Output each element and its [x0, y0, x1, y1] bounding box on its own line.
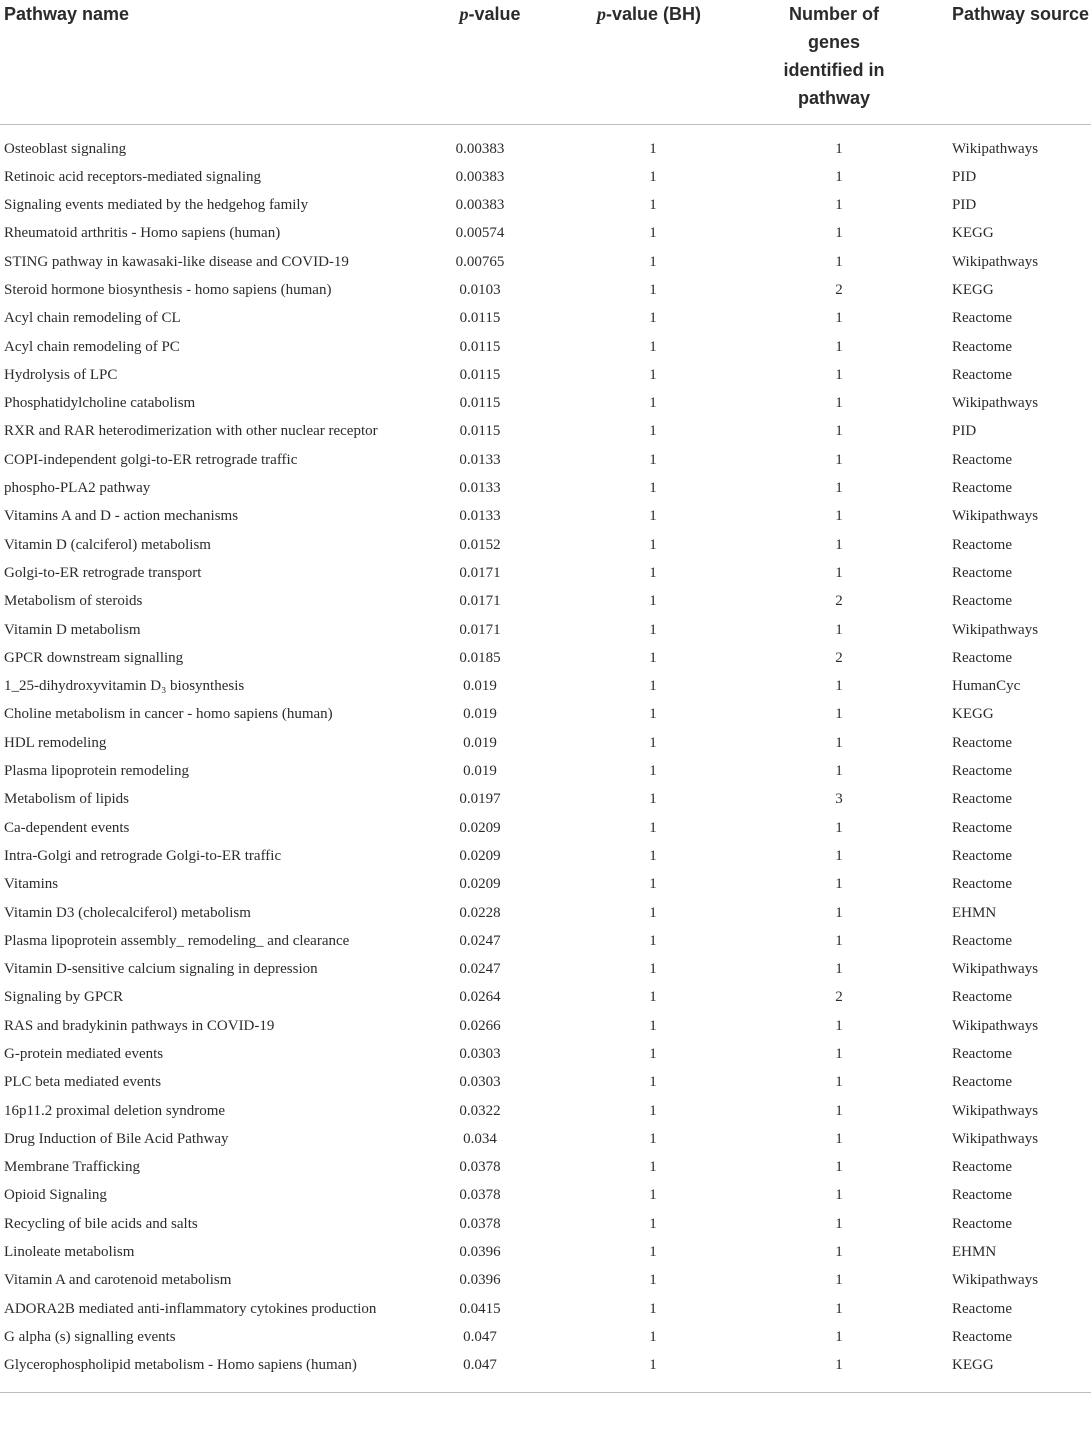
cell-pathway-source: Reactome [952, 1328, 1012, 1345]
table-row [0, 446, 1091, 474]
cell-pathway-name: ADORA2B mediated anti-inflammatory cytokines production [4, 1300, 377, 1317]
cell-gene-count: 1 [835, 1102, 843, 1119]
cell-p-value: 0.0378 [459, 1187, 501, 1204]
cell-p-value-bh: 1 [649, 1017, 657, 1034]
cell-gene-count: 1 [835, 763, 843, 780]
cell-pathway-name: Signaling events mediated by the hedgehog family [4, 197, 309, 214]
table-row [0, 219, 1091, 247]
cell-pathway-source: Reactome [952, 932, 1012, 949]
cell-gene-count: 1 [835, 1130, 843, 1147]
table-row [0, 672, 1091, 700]
cell-p-value: 0.0171 [459, 593, 501, 610]
cell-gene-count: 2 [835, 281, 843, 298]
cell-gene-count: 1 [835, 536, 843, 553]
cell-gene-count: 1 [835, 1017, 843, 1034]
cell-gene-count: 1 [835, 678, 843, 695]
cell-gene-count: 1 [835, 197, 843, 214]
cell-gene-count: 2 [835, 593, 843, 610]
cell-p-value-bh: 1 [649, 706, 657, 723]
cell-p-value: 0.0247 [459, 961, 501, 978]
table-row [0, 700, 1091, 728]
cell-pathway-name: G alpha (s) signalling events [4, 1328, 176, 1345]
cell-pathway-name: Linoleate metabolism [4, 1244, 135, 1261]
table-row [0, 983, 1091, 1011]
cell-pathway-name: Vitamins A and D - action mechanisms [4, 508, 239, 525]
cell-pathway-name: Drug Induction of Bile Acid Pathway [4, 1130, 229, 1147]
cell-pathway-source: Reactome [952, 593, 1012, 610]
cell-p-value-bh: 1 [570, 1351, 728, 1392]
cell-pathway-source: Wikipathways [952, 253, 1039, 270]
cell-pathway-name: Plasma lipoprotein assembly_ remodeling_ and clearance [4, 932, 350, 949]
cell-pathway-source: PID [952, 197, 977, 214]
cell-p-value: 0.0133 [459, 480, 501, 497]
cell-p-value: 0.034 [463, 1130, 497, 1147]
header-pathway-name: Pathway name [0, 0, 410, 124]
cell-p-value-bh: 1 [649, 168, 657, 185]
table-row [0, 1323, 1091, 1351]
cell-pathway-name: Acyl chain remodeling of CL [4, 310, 181, 327]
cell-pathway-name: Acyl chain remodeling of PC [4, 338, 180, 355]
cell-gene-count: 1 [835, 1187, 843, 1204]
cell-gene-count: 1 [835, 338, 843, 355]
cell-gene-count: 1 [835, 847, 843, 864]
cell-gene-count: 1 [728, 1351, 940, 1392]
cell-p-value-bh: 1 [649, 1102, 657, 1119]
cell-p-value: 0.0303 [459, 1074, 501, 1091]
cell-pathway-name: Vitamin D-sensitive calcium signaling in depression [4, 961, 318, 978]
table-row [0, 191, 1091, 219]
cell-gene-count: 1 [835, 1300, 843, 1317]
cell-p-value-bh: 1 [649, 847, 657, 864]
table-row [0, 1210, 1091, 1238]
cell-pathway-source: Reactome [952, 451, 1012, 468]
cell-p-value-bh: 1 [649, 564, 657, 581]
cell-gene-count: 1 [835, 932, 843, 949]
header-bh-suffix: -value (BH) [605, 4, 701, 24]
table-row [0, 1097, 1091, 1125]
cell-gene-count: 1 [835, 1215, 843, 1232]
cell-p-value-bh: 1 [649, 423, 657, 440]
cell-pathway-source: KEGG [952, 281, 994, 298]
table-row [0, 248, 1091, 276]
cell-p-value: 0.0209 [459, 847, 501, 864]
table-row [0, 1238, 1091, 1266]
cell-p-value-bh: 1 [649, 1215, 657, 1232]
cell-p-value-bh: 1 [649, 1046, 657, 1062]
cell-pathway-name: Metabolism of lipids [4, 791, 129, 808]
table-row [0, 757, 1091, 785]
cell-p-value: 0.0378 [459, 1159, 501, 1176]
header-p-suffix: -value [468, 4, 521, 24]
cell-pathway-source: Wikipathways [952, 140, 1039, 157]
cell-p-value: 0.00765 [455, 253, 505, 270]
table-row [0, 559, 1091, 587]
cell-gene-count: 1 [835, 253, 843, 270]
table-row [0, 1153, 1091, 1181]
table-row [0, 785, 1091, 813]
cell-pathway-name: RXR and RAR heterodimerization with other nuclear receptor [4, 423, 378, 440]
cell-p-value-bh: 1 [649, 932, 657, 949]
cell-pathway-source: Wikipathways [952, 508, 1039, 525]
cell-pathway-source: Reactome [952, 734, 1012, 751]
table-row [0, 124, 1091, 163]
cell-pathway-source: EHMN [952, 1244, 997, 1261]
cell-p-value-bh: 1 [649, 961, 657, 978]
cell-p-value: 0.00574 [455, 225, 505, 242]
cell-p-value-bh: 1 [649, 197, 657, 214]
cell-pathway-source: Wikipathways [952, 621, 1039, 638]
cell-p-value-bh: 1 [649, 1300, 657, 1317]
cell-pathway-source: PID [952, 168, 977, 185]
table-row [0, 502, 1091, 530]
table-row [0, 1351, 1091, 1392]
cell-p-value: 0.0415 [459, 1300, 501, 1317]
cell-p-value-bh: 1 [649, 621, 657, 638]
cell-pathway-name: Retinoic acid receptors-mediated signaling [4, 168, 261, 185]
cell-p-value-bh: 1 [649, 791, 657, 808]
cell-gene-count: 1 [835, 395, 843, 412]
cell-p-value: 0.0266 [459, 1017, 501, 1034]
cell-p-value: 0.0103 [459, 281, 501, 298]
cell-pathway-source: Reactome [952, 536, 1012, 553]
cell-pathway-source: Reactome [952, 366, 1012, 383]
cell-gene-count: 1 [835, 1159, 843, 1176]
table-row [0, 304, 1091, 332]
cell-p-value: 0.019 [463, 678, 497, 695]
cell-pathway-source: Reactome [952, 649, 1012, 666]
table-row [0, 389, 1091, 417]
cell-gene-count: 1 [835, 423, 843, 440]
cell-p-value: 0.0396 [459, 1272, 501, 1289]
table-row [0, 955, 1091, 983]
cell-p-value-bh: 1 [649, 1130, 657, 1147]
cell-pathway-name: Plasma lipoprotein remodeling [4, 763, 189, 780]
header-p-value-bh [570, 0, 728, 124]
cell-pathway-source: Wikipathways [952, 1102, 1039, 1119]
table-row [0, 644, 1091, 672]
cell-pathway-name: Vitamin D3 (cholecalciferol) metabolism [4, 904, 251, 921]
table-row [0, 417, 1091, 445]
cell-pathway-source: KEGG [940, 1351, 1091, 1392]
header-number-of-genes [728, 0, 940, 124]
table-row [0, 163, 1091, 191]
cell-p-value-bh: 1 [649, 649, 657, 666]
cell-pathway-name: 1_25-dihydroxyvitamin D₃ biosynthesis [4, 678, 245, 695]
cell-pathway-name: Choline metabolism in cancer - homo sapiens (human) [4, 706, 333, 723]
cell-gene-count: 1 [835, 564, 843, 581]
cell-pathway-source: KEGG [952, 225, 994, 242]
table-row [0, 1266, 1091, 1294]
cell-p-value: 0.0303 [459, 1046, 501, 1062]
cell-pathway-source: Wikipathways [952, 1272, 1039, 1289]
cell-pathway-source: Wikipathways [952, 1130, 1039, 1147]
cell-pathway-name: phospho-PLA2 pathway [4, 480, 151, 497]
table-row [0, 1295, 1091, 1323]
cell-pathway-source: Wikipathways [952, 395, 1039, 412]
cell-p-value: 0.0209 [459, 876, 501, 893]
cell-pathway-name: HDL remodeling [4, 734, 107, 751]
cell-gene-count: 1 [835, 621, 843, 638]
cell-p-value: 0.0115 [459, 366, 501, 383]
cell-pathway-name: Recycling of bile acids and salts [4, 1215, 198, 1232]
cell-gene-count: 1 [835, 1046, 843, 1062]
cell-pathway-name: Hydrolysis of LPC [4, 366, 118, 383]
table-row [0, 276, 1091, 304]
cell-p-value-bh: 1 [649, 989, 657, 1006]
cell-gene-count: 1 [835, 1244, 843, 1261]
cell-pathway-name: Metabolism of steroids [4, 593, 143, 610]
cell-p-value-bh: 1 [649, 338, 657, 355]
cell-pathway-source: Wikipathways [952, 1017, 1039, 1034]
cell-p-value: 0.0115 [459, 423, 501, 440]
cell-pathway-name: Vitamin A and carotenoid metabolism [4, 1272, 232, 1289]
cell-p-value: 0.0133 [459, 508, 501, 525]
cell-pathway-source: KEGG [952, 706, 994, 723]
table-row [0, 616, 1091, 644]
cell-pathway-source: Reactome [952, 1074, 1012, 1091]
cell-p-value-bh: 1 [649, 904, 657, 921]
cell-pathway-source: Reactome [952, 1215, 1012, 1232]
cell-p-value-bh: 1 [649, 1244, 657, 1261]
cell-p-value: 0.0197 [459, 791, 501, 808]
cell-p-value-bh: 1 [649, 1187, 657, 1204]
cell-p-value-bh: 1 [649, 310, 657, 327]
cell-pathway-source: Reactome [952, 763, 1012, 780]
cell-pathway-name: Golgi-to-ER retrograde transport [4, 564, 202, 581]
cell-pathway-source: PID [952, 423, 977, 440]
header-genes-text: Number of genes identified in pathway [783, 4, 885, 108]
cell-gene-count: 1 [835, 168, 843, 185]
table-row [0, 729, 1091, 757]
cell-gene-count: 2 [835, 649, 843, 666]
cell-p-value-bh: 1 [649, 281, 657, 298]
cell-gene-count: 1 [835, 140, 843, 157]
cell-pathway-name: Steroid hormone biosynthesis - homo sapiens (human) [4, 281, 332, 298]
cell-pathway-source: HumanCyc [952, 678, 1021, 695]
cell-gene-count: 1 [835, 904, 843, 921]
cell-p-value: 0.047 [410, 1351, 570, 1392]
cell-pathway-source: Reactome [952, 791, 1012, 808]
cell-p-value: 0.0209 [459, 819, 501, 836]
cell-pathway-name: Membrane Trafficking [4, 1159, 140, 1176]
cell-gene-count: 1 [835, 706, 843, 723]
cell-p-value-bh: 1 [649, 508, 657, 525]
cell-p-value-bh: 1 [649, 253, 657, 270]
cell-pathway-source: EHMN [952, 904, 997, 921]
table-row [0, 587, 1091, 615]
cell-gene-count: 1 [835, 451, 843, 468]
table-row [0, 1125, 1091, 1153]
cell-pathway-name: Glycerophospholipid metabolism - Homo sapiens (human) [0, 1351, 410, 1392]
cell-p-value-bh: 1 [649, 1328, 657, 1345]
cell-gene-count: 2 [835, 989, 843, 1006]
cell-pathway-source: Reactome [952, 480, 1012, 497]
table-row [0, 842, 1091, 870]
cell-pathway-source: Reactome [952, 876, 1012, 893]
cell-p-value: 0.0322 [459, 1102, 501, 1119]
cell-p-value: 0.00383 [455, 197, 505, 214]
cell-gene-count: 1 [835, 961, 843, 978]
cell-pathway-source: Reactome [952, 338, 1012, 355]
table-row [0, 333, 1091, 361]
table-row [0, 870, 1091, 898]
cell-gene-count: 1 [835, 225, 843, 242]
cell-p-value: 0.0264 [459, 989, 501, 1006]
cell-gene-count: 1 [835, 1328, 843, 1345]
cell-gene-count: 1 [835, 310, 843, 327]
cell-pathway-source: Reactome [952, 1300, 1012, 1317]
cell-p-value-bh: 1 [649, 763, 657, 780]
cell-gene-count: 1 [835, 480, 843, 497]
cell-pathway-name: Opioid Signaling [4, 1187, 107, 1204]
cell-p-value-bh: 1 [649, 395, 657, 412]
cell-pathway-name: PLC beta mediated events [4, 1074, 162, 1091]
cell-pathway-name: STING pathway in kawasaki-like disease and COVID-19 [4, 253, 349, 270]
cell-gene-count: 1 [835, 1074, 843, 1091]
cell-pathway-name: COPI-independent golgi-to-ER retrograde traffic [4, 451, 298, 468]
cell-gene-count: 1 [835, 1272, 843, 1289]
cell-p-value: 0.0115 [459, 338, 501, 355]
cell-p-value: 0.019 [463, 706, 497, 723]
cell-pathway-name: Vitamins [4, 876, 59, 893]
cell-pathway-source: Reactome [952, 1187, 1012, 1204]
cell-p-value-bh: 1 [649, 366, 657, 383]
cell-pathway-source: Reactome [952, 819, 1012, 836]
cell-p-value: 0.00383 [455, 140, 505, 157]
cell-pathway-name: Signaling by GPCR [4, 989, 124, 1006]
table-row [0, 361, 1091, 389]
cell-pathway-name: Osteoblast signaling [4, 140, 127, 157]
cell-pathway-source: Reactome [952, 1046, 1012, 1062]
cell-p-value-bh: 1 [649, 819, 657, 836]
table-row [0, 474, 1091, 502]
table-row [0, 531, 1091, 559]
cell-pathway-name: G-protein mediated events [4, 1046, 164, 1062]
cell-pathway-source: Wikipathways [952, 961, 1039, 978]
cell-pathway-name: 16p11.2 proximal deletion syndrome [4, 1102, 226, 1119]
cell-p-value: 0.0133 [459, 451, 501, 468]
cell-p-value-bh: 1 [649, 225, 657, 242]
cell-p-value: 0.047 [463, 1328, 497, 1345]
cell-p-value-bh: 1 [649, 451, 657, 468]
cell-p-value: 0.0228 [459, 904, 501, 921]
cell-pathway-name: Vitamin D (calciferol) metabolism [4, 536, 211, 553]
cell-p-value-bh: 1 [649, 876, 657, 893]
table-header [0, 0, 1091, 124]
cell-p-value-bh: 1 [649, 593, 657, 610]
cell-pathway-name: Rheumatoid arthritis - Homo sapiens (human) [4, 225, 281, 242]
cell-p-value-bh: 1 [649, 480, 657, 497]
table-row [0, 927, 1091, 955]
cell-pathway-name: GPCR downstream signalling [4, 649, 184, 666]
table-row [0, 1040, 1091, 1068]
cell-p-value-bh: 1 [649, 1159, 657, 1176]
cell-p-value: 0.0378 [459, 1215, 501, 1232]
cell-p-value: 0.0247 [459, 932, 501, 949]
header-row [0, 0, 1091, 124]
cell-p-value: 0.00383 [455, 168, 505, 185]
cell-p-value: 0.019 [463, 734, 497, 751]
cell-p-value: 0.019 [463, 763, 497, 780]
cell-p-value: 0.0152 [459, 536, 501, 553]
cell-p-value-bh: 1 [649, 536, 657, 553]
table-row [0, 1012, 1091, 1040]
cell-pathway-source: Reactome [952, 847, 1012, 864]
cell-pathway-name: Intra-Golgi and retrograde Golgi-to-ER traffic [4, 847, 282, 864]
cell-pathway-name: Phosphatidylcholine catabolism [4, 395, 196, 412]
cell-gene-count: 1 [835, 876, 843, 893]
cell-pathway-source: Reactome [952, 564, 1012, 581]
cell-p-value: 0.0115 [459, 310, 501, 327]
cell-p-value-bh: 1 [649, 1272, 657, 1289]
cell-gene-count: 1 [835, 819, 843, 836]
table-row [0, 814, 1091, 842]
header-p-italic: p [459, 4, 469, 24]
table-row [0, 1068, 1091, 1096]
cell-gene-count: 1 [835, 734, 843, 751]
cell-p-value-bh: 1 [649, 678, 657, 695]
cell-p-value-bh: 1 [649, 140, 657, 157]
cell-gene-count: 1 [835, 366, 843, 383]
cell-gene-count: 3 [835, 791, 843, 808]
cell-p-value: 0.0171 [459, 564, 501, 581]
cell-p-value-bh: 1 [649, 1074, 657, 1091]
cell-pathway-name: Vitamin D metabolism [4, 621, 141, 638]
cell-gene-count: 1 [835, 508, 843, 525]
cell-pathway-name: Ca-dependent events [4, 819, 130, 836]
header-p-value [410, 0, 570, 124]
cell-pathway-source: Reactome [952, 310, 1012, 327]
cell-p-value: 0.0396 [459, 1244, 501, 1261]
cell-p-value-bh: 1 [649, 734, 657, 751]
cell-pathway-source: Reactome [952, 989, 1012, 1006]
header-bh-italic: p [596, 4, 606, 24]
cell-p-value: 0.0185 [459, 649, 501, 666]
cell-pathway-source: Reactome [952, 1159, 1012, 1176]
cell-p-value: 0.0171 [459, 621, 501, 638]
header-pathway-source: Pathway source [940, 0, 1091, 124]
cell-pathway-name: RAS and bradykinin pathways in COVID-19 [4, 1017, 275, 1034]
table-body [0, 124, 1091, 1392]
table-row [0, 899, 1091, 927]
table-row [0, 1181, 1091, 1209]
cell-p-value: 0.0115 [459, 395, 501, 412]
